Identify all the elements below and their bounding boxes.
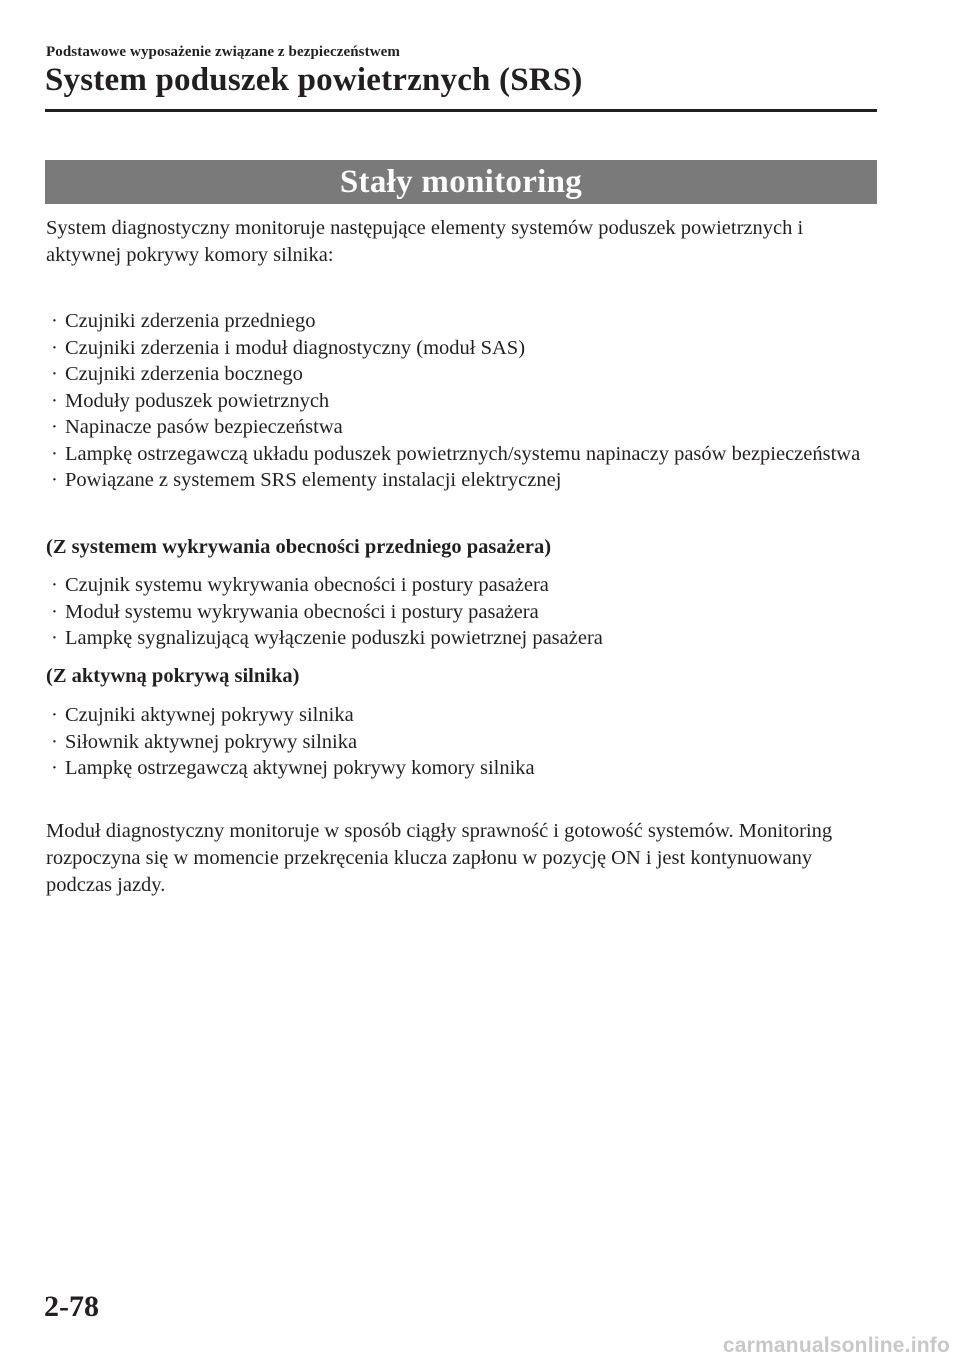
list-item-text: Czujniki aktywnej pokrywy silnika: [65, 704, 354, 726]
list-item-text: Moduł systemu wykrywania obecności i postury pasażera: [65, 600, 539, 623]
list-item: [46, 441, 876, 468]
list-item-text: Lampkę sygnalizującą wyłączenie poduszki powietrznej pasażera: [65, 627, 603, 649]
list-item-text: Czujnik systemu wykrywania obecności i postury pasażera: [65, 574, 549, 596]
section-title-banner: Stały monitoring: [45, 160, 877, 204]
subhead-passenger-detection: (Z systemem wykrywania obecności przedniego pasażera): [46, 536, 552, 558]
list-item: [46, 702, 876, 729]
list-item-text: Moduły poduszek powietrznych: [65, 389, 330, 412]
list-item: [46, 335, 876, 362]
bullet-dot: ·: [51, 730, 58, 753]
bullet-dot: ·: [51, 389, 58, 412]
chapter-title: System poduszek powietrznych (SRS): [45, 62, 583, 98]
closing-paragraph: Moduł diagnostyczny monitoruje w sposób ciągły sprawność i gotowość systemów. Monitoring rozpoczyna się w momencie przekręcenia klucza zapłonu w pozycję ON i jest kontynuowany podczas jazdy.: [46, 820, 833, 896]
list-item-text: Siłownik aktywnej pokrywy silnika: [65, 730, 358, 753]
subhead-active-hood: (Z aktywną pokrywą silnika): [46, 665, 300, 687]
bullet-dot: ·: [51, 469, 58, 491]
list-item: [46, 388, 876, 415]
watermark: carmanualsonline.info: [722, 1334, 950, 1357]
list-item-text: Powiązane z systemem SRS elementy instalacji elektrycznej: [65, 469, 562, 491]
list-item: [46, 625, 876, 652]
list-item-text: Napinacze pasów bezpieczeństwa: [65, 416, 343, 438]
bullet-dot: ·: [51, 336, 58, 359]
list-item: [46, 599, 876, 626]
bullet-dot: ·: [51, 310, 58, 332]
bullet-dot: ·: [51, 704, 58, 726]
title-divider: [45, 109, 877, 112]
component-list-passenger: [46, 572, 876, 652]
component-list-hood: [46, 702, 876, 782]
list-item-text: Czujniki zderzenia i moduł diagnostyczny (moduł SAS): [65, 336, 526, 359]
bullet-dot: ·: [51, 442, 58, 465]
list-item-text: Czujniki zderzenia przedniego: [65, 310, 316, 332]
list-item: [46, 414, 876, 441]
list-item: [46, 308, 876, 335]
list-item-text: Lampkę ostrzegawczą układu poduszek powietrznych/systemu napinaczy pasów bezpieczeństwa: [65, 442, 861, 465]
list-item-text: Czujniki zderzenia bocznego: [65, 363, 303, 385]
list-item: [46, 467, 876, 494]
bullet-dot: ·: [51, 416, 58, 438]
list-item-text: Lampkę ostrzegawczą aktywnej pokrywy komory silnika: [65, 757, 535, 779]
breadcrumb: Podstawowe wyposażenie związane z bezpieczeństwem: [46, 44, 400, 60]
intro-paragraph: System diagnostyczny monitoruje następujące elementy systemów poduszek powietrznych i aktywnej pokrywy komory silnika:: [46, 217, 804, 266]
component-list-main: [46, 308, 876, 494]
page-number: 2-78: [44, 1290, 99, 1323]
list-item: [46, 572, 876, 599]
bullet-dot: ·: [51, 363, 58, 385]
bullet-dot: ·: [51, 600, 58, 623]
list-item: [46, 755, 876, 782]
list-item: [46, 729, 876, 756]
bullet-dot: ·: [51, 627, 58, 649]
bullet-dot: ·: [51, 574, 58, 596]
bullet-dot: ·: [51, 757, 58, 779]
list-item: [46, 361, 876, 388]
